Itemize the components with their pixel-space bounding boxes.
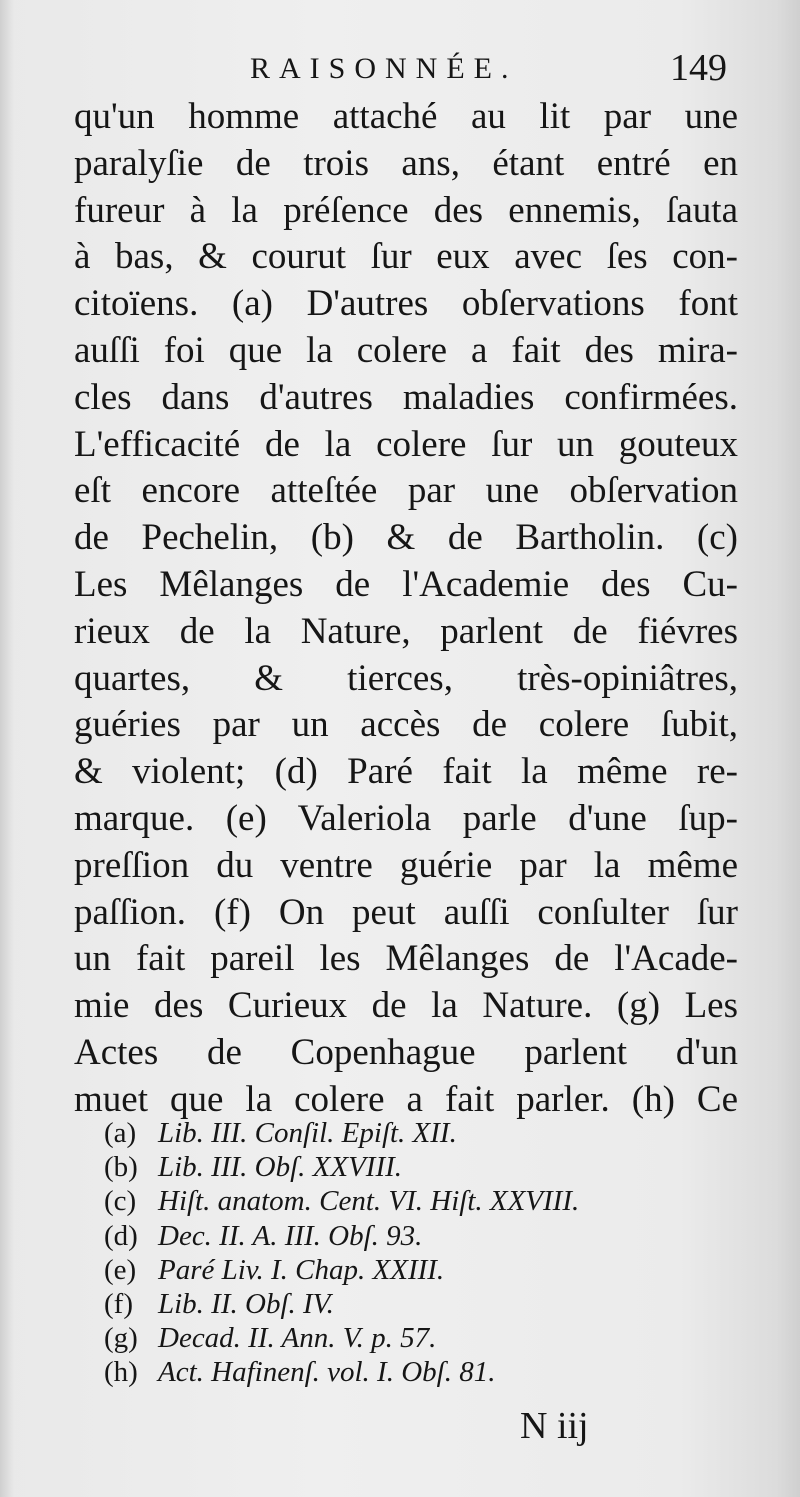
footnote (104, 1321, 664, 1355)
running-head: RAISONNÉE. (250, 52, 518, 85)
body-line: eſt encore atteſtée par une obſervation (74, 470, 738, 512)
footnote (104, 1116, 664, 1150)
footnote (104, 1219, 664, 1253)
footnote-text: Hiſt. anatom. Cent. VI. Hiſt. XXVIII. (158, 1185, 580, 1218)
body-text (74, 94, 738, 1124)
footnote-text: Lib. II. Obſ. IV. (158, 1287, 334, 1320)
footnote-text: Lib. III. Obſ. XXVIII. (158, 1151, 403, 1184)
page-edge-shadow (0, 0, 14, 1497)
body-line: marque. (e) Valeriola parle d'une ſup- (74, 797, 738, 839)
footnote (104, 1184, 664, 1218)
body-line: preſſion du ventre guérie par la même (74, 844, 738, 886)
footnotes (104, 1116, 664, 1390)
footnote (104, 1150, 664, 1184)
body-line: un fait pareil les Mêlanges de l'Acade- (74, 938, 738, 980)
footnote (104, 1253, 664, 1287)
body-line: guéries par un accès de colere ſubit, (74, 704, 738, 746)
body-line: paſſion. (f) On peut auſſi conſulter ſur (74, 891, 738, 933)
body-line: L'efficacité de la colere ſur un gouteux (74, 423, 738, 465)
footnote-text: Act. Hafinenſ. vol. I. Obſ. 81. (158, 1356, 496, 1389)
footnote (104, 1355, 664, 1389)
body-line: rieux de la Nature, parlent de fiévres (74, 610, 738, 652)
footnote-mark: (b) (104, 1151, 138, 1184)
footnote-mark: (c) (104, 1185, 137, 1218)
body-line: cles dans d'autres maladies confirmées. (74, 376, 738, 418)
body-line: paralyſie de trois ans, étant entré en (74, 142, 738, 184)
footnote-text: Lib. III. Conſil. Epiſt. XII. (158, 1117, 457, 1149)
body-line: auſſi foi que la colere a fait des mira- (74, 329, 738, 371)
footnote (104, 1287, 664, 1321)
body-line: & violent; (d) Paré fait la même re- (74, 751, 738, 793)
body-line: de Pechelin, (b) & de Bartholin. (c) (74, 517, 738, 559)
footnote-mark: (e) (104, 1253, 137, 1286)
footnote-mark: (h) (104, 1356, 138, 1389)
body-line: mie des Curieux de la Nature. (g) Les (74, 985, 738, 1027)
footnote-mark: (f) (104, 1287, 133, 1320)
page-number: 149 (670, 47, 727, 89)
footnote-text: Dec. II. A. III. Obſ. 93. (158, 1219, 423, 1252)
body-line: quartes, & tierces, très-opiniâtres, (74, 657, 738, 699)
footnote-text: Decad. II. Ann. V. p. 57. (158, 1322, 437, 1355)
footnote-mark: (g) (104, 1322, 138, 1355)
body-line: muet que la colere a fait parler. (h) Ce (74, 1078, 738, 1120)
footnote-text: Paré Liv. I. Chap. XXIII. (158, 1253, 445, 1286)
footnote-mark: (d) (104, 1219, 138, 1252)
body-line: fureur à la préſence des ennemis, ſauta (74, 189, 738, 231)
body-line: citoïens. (a) D'autres obſervations font (74, 283, 738, 325)
footnote-mark: (a) (104, 1117, 137, 1149)
body-line: à bas, & courut ſur eux avec ſes con- (74, 236, 738, 278)
body-line: qu'un homme attaché au lit par une (74, 96, 738, 137)
body-line: Actes de Copenhague parlent d'un (74, 1031, 738, 1073)
signature-mark: N iij (520, 1405, 589, 1447)
body-line: Les Mêlanges de l'Academie des Cu- (74, 563, 738, 605)
